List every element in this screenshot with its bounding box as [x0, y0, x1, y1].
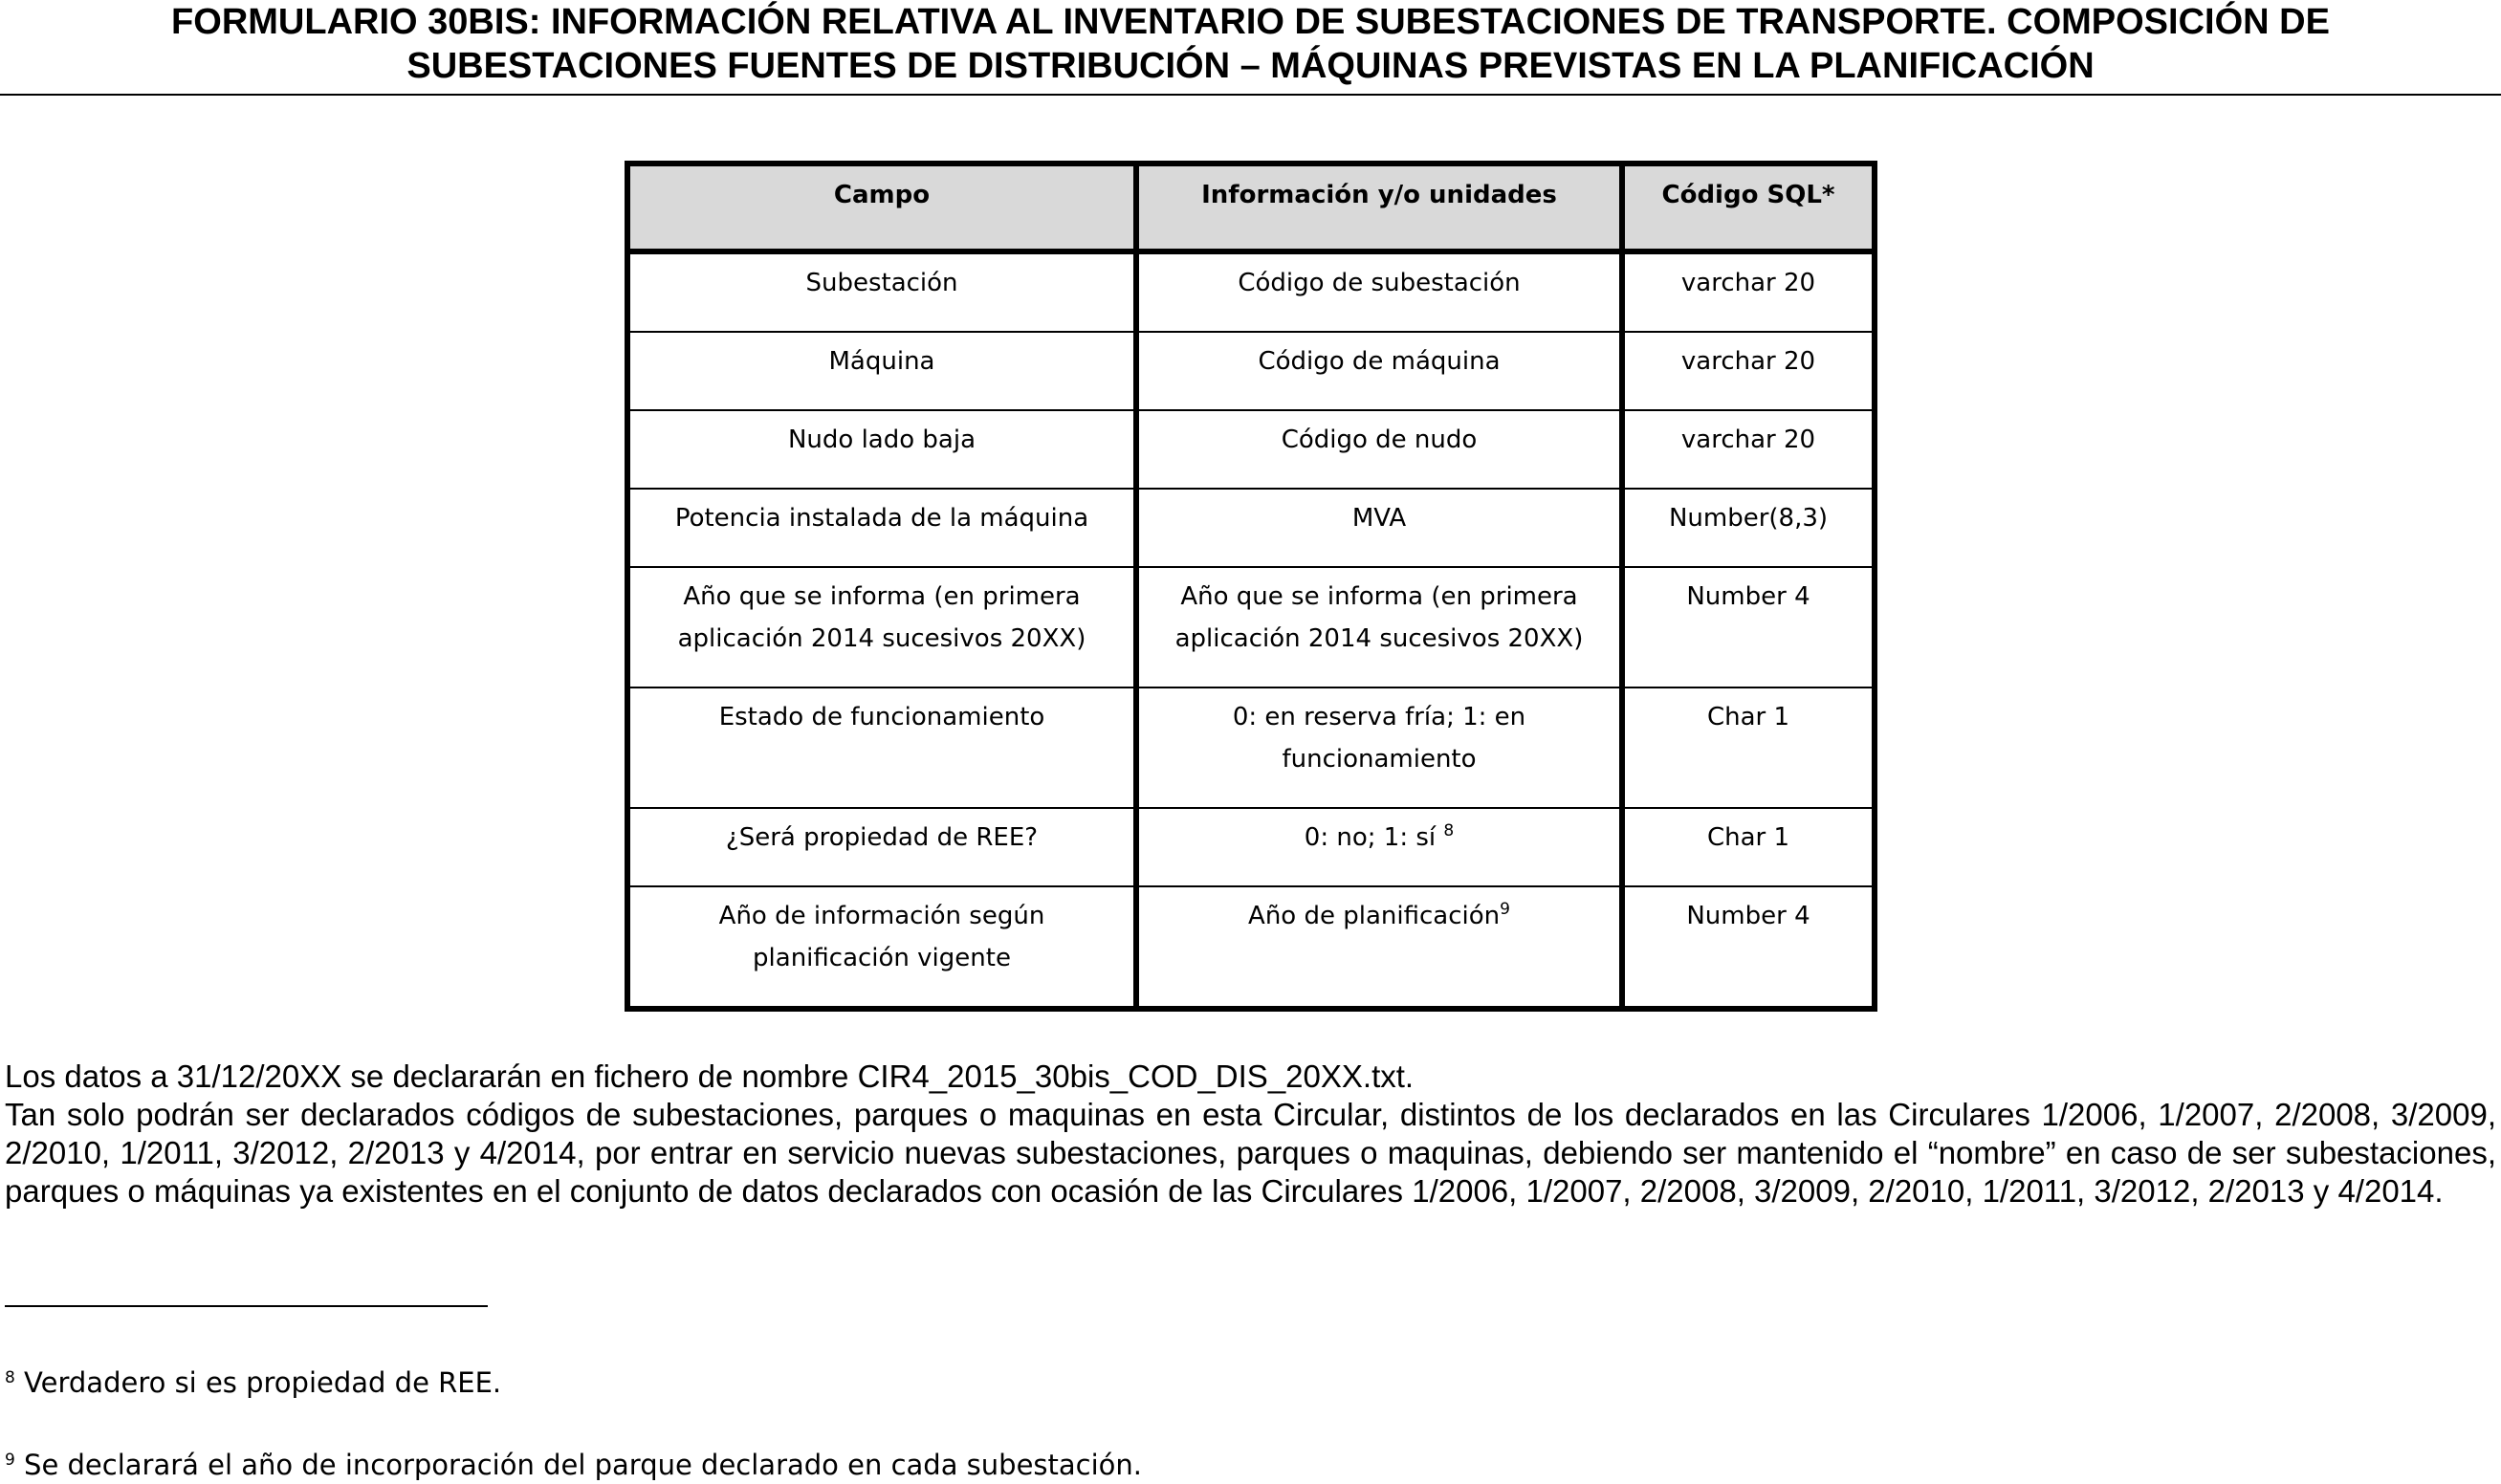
cell-codigo: varchar 20: [1622, 251, 1875, 332]
cell-campo: ¿Será propiedad de REE?: [627, 808, 1136, 886]
cell-campo: Nudo lado baja: [627, 410, 1136, 489]
cell-campo: Máquina: [627, 332, 1136, 410]
table-header-row: [627, 164, 1875, 251]
cell-campo: Año de información según planificación vigente: [627, 886, 1136, 1009]
cell-codigo: Number 4: [1622, 567, 1875, 687]
footnote-text: Se declarará el año de incorporación del parque declarado en cada subestación.: [24, 1449, 1143, 1481]
table-row: [627, 886, 1875, 1009]
cell-codigo: Char 1: [1622, 687, 1875, 808]
cell-informacion: [1136, 808, 1622, 886]
cell-informacion: Código de nudo: [1136, 410, 1622, 489]
table-row: [627, 489, 1875, 567]
explanatory-note: [5, 1058, 2496, 1211]
table-row: [627, 687, 1875, 808]
cell-informacion: Código de subestación: [1136, 251, 1622, 332]
note-paragraph: Tan solo podrán ser declarados códigos de subestaciones, parques o maquinas en esta Circular, distintos de los declarados en las Circulares 1/2006, 1/2007, 2/2008, 3/2009, 2/2010, 1/2011, 3/2012, 2/2013 y 4/2014, por entrar en servicio nuevas subestaciones, parques o maquinas, debiendo ser mantenido el “nombre” en caso de ser subestaciones, parques o máquinas ya existentes en el conjunto de datos declarados con ocasión de las Circulares 1/2006, 1/2007, 2/2008, 3/2009, 2/2010, 1/2011, 3/2012, 2/2013 y 4/2014.: [5, 1097, 2496, 1209]
footnote-mark: 9: [5, 1451, 15, 1470]
title-divider: [0, 94, 2501, 96]
cell-informacion: [1136, 886, 1622, 1009]
cell-codigo: varchar 20: [1622, 332, 1875, 410]
fields-table: [625, 161, 1877, 1012]
form-title-line-2: SUBESTACIONES FUENTES DE DISTRIBUCIÓN – MÁQUINAS PREVISTAS EN LA PLANIFICACIÓN: [406, 46, 2095, 86]
header-informacion: Información y/o unidades: [1136, 164, 1622, 251]
cell-codigo: Number(8,3): [1622, 489, 1875, 567]
footnote-ref-8: 8: [1443, 821, 1455, 840]
cell-campo: Subestación: [627, 251, 1136, 332]
cell-informacion: MVA: [1136, 489, 1622, 567]
header-codigo-sql: Código SQL*: [1622, 164, 1875, 251]
cell-informacion: Año que se informa (en primera aplicación 2014 sucesivos 20XX): [1136, 567, 1622, 687]
footnote-text: Verdadero si es propiedad de REE.: [24, 1366, 502, 1399]
cell-codigo: Number 4: [1622, 886, 1875, 1009]
cell-text: Año de planificación: [1248, 902, 1501, 930]
cell-campo: Estado de funcionamiento: [627, 687, 1136, 808]
table-row: [627, 332, 1875, 410]
cell-codigo: Char 1: [1622, 808, 1875, 886]
cell-informacion: 0: en reserva fría; 1: en funcionamiento: [1136, 687, 1622, 808]
form-title-line-1: FORMULARIO 30BIS: INFORMACIÓN RELATIVA AL INVENTARIO DE SUBESTACIONES DE TRANSPORTE. COMPOSICIÓN DE: [171, 2, 2330, 42]
table-row: [627, 251, 1875, 332]
footnote-mark: 8: [5, 1368, 15, 1387]
header-campo: Campo: [627, 164, 1136, 251]
table-row: [627, 567, 1875, 687]
cell-campo: Potencia instalada de la máquina: [627, 489, 1136, 567]
cell-campo: Año que se informa (en primera aplicación 2014 sucesivos 20XX): [627, 567, 1136, 687]
footnote-divider: [5, 1305, 488, 1307]
cell-informacion: Código de máquina: [1136, 332, 1622, 410]
note-file-name-line: Los datos a 31/12/20XX se declararán en fichero de nombre CIR4_2015_30bis_COD_DIS_20XX.txt.: [5, 1058, 1415, 1094]
form-title: [0, 0, 2501, 88]
footnote-ref-9: 9: [1500, 900, 1510, 919]
cell-text: 0: no; 1: sí: [1304, 823, 1437, 852]
table-row: [627, 410, 1875, 489]
footnote-8: [5, 1364, 501, 1402]
footnote-9: [5, 1446, 1142, 1484]
table-row: [627, 808, 1875, 886]
cell-codigo: varchar 20: [1622, 410, 1875, 489]
